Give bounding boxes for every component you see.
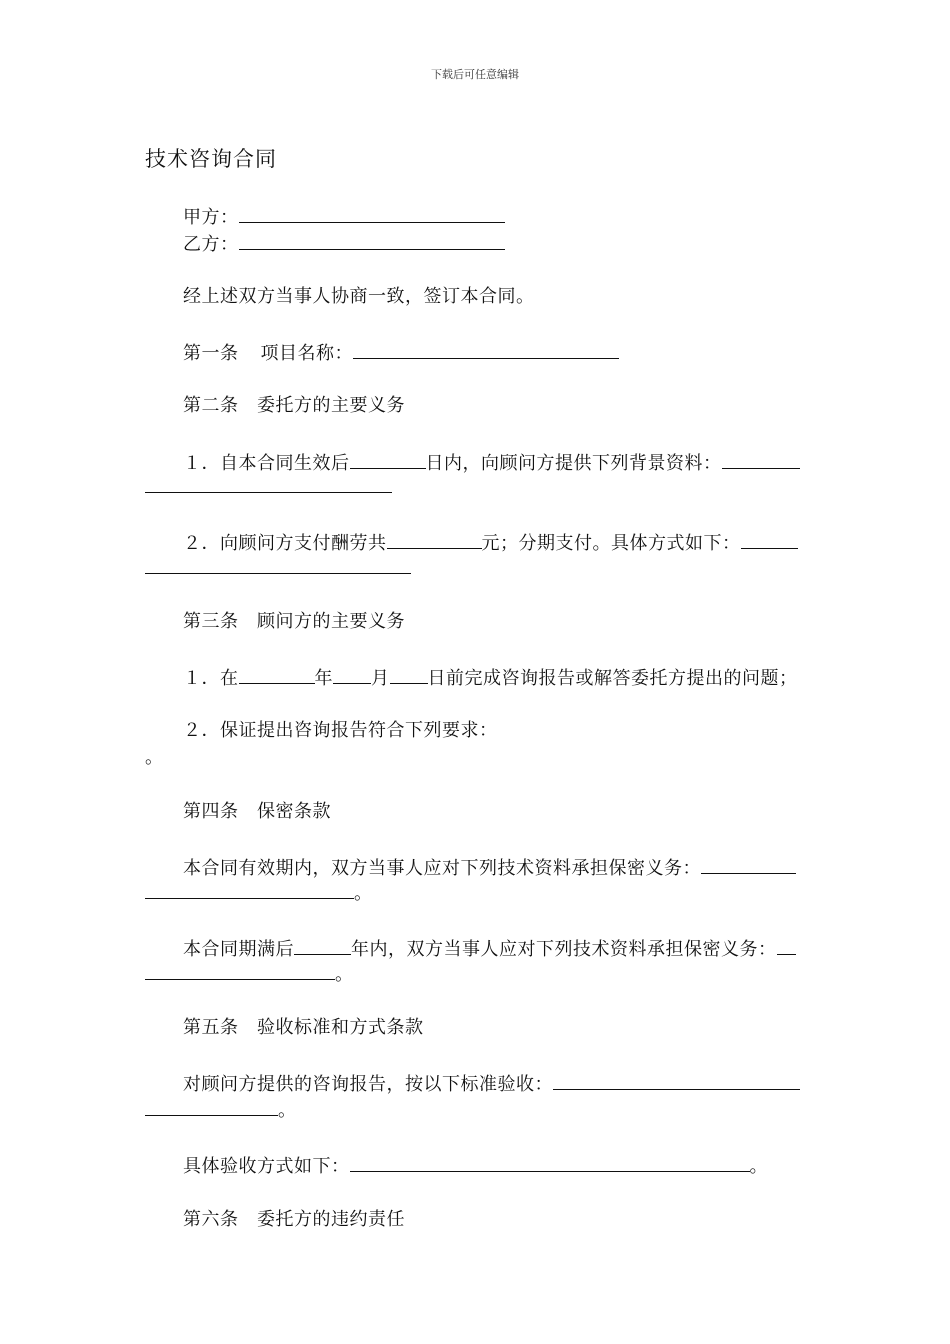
article-5-para-1 bbox=[183, 1071, 800, 1097]
party-a-label: 甲方： bbox=[183, 207, 239, 228]
article-3-heading: 第三条 顾问方的主要义务 bbox=[183, 611, 405, 632]
continuation-line bbox=[145, 1097, 297, 1123]
acceptance-standard-blank bbox=[553, 1071, 800, 1090]
page-header: 下载后可任意编辑 bbox=[431, 68, 519, 81]
acceptance-standard-blank-cont bbox=[145, 1097, 278, 1116]
article-4-heading: 第四条 保密条款 bbox=[183, 801, 331, 822]
clause-text: 月 bbox=[371, 668, 390, 689]
period: 。 bbox=[145, 747, 164, 768]
clause-text: １．在 bbox=[183, 668, 239, 689]
intro-text: 经上述双方当事人协商一致，签订本合同。 bbox=[183, 286, 535, 307]
materials-blank bbox=[722, 450, 800, 469]
continuation-line bbox=[145, 474, 392, 500]
article-3-item-2: ２．保证提出咨询报告符合下列要求： bbox=[183, 720, 498, 741]
days-blank bbox=[350, 450, 426, 469]
clause-text: 年 bbox=[314, 668, 333, 689]
month-blank bbox=[333, 665, 371, 684]
period: 。 bbox=[278, 1100, 297, 1121]
acceptance-method-blank bbox=[350, 1153, 750, 1172]
method-blank bbox=[741, 530, 798, 549]
day-blank bbox=[390, 665, 428, 684]
article-1 bbox=[183, 340, 619, 366]
document-title: 技术咨询合同 bbox=[145, 147, 277, 171]
clause-text: 本合同有效期内，双方当事人应对下列技术资料承担保密义务： bbox=[183, 858, 701, 879]
clause-text: １．自本合同生效后 bbox=[183, 453, 350, 474]
payment-blank bbox=[387, 530, 482, 549]
confidential-blank-2 bbox=[777, 936, 796, 955]
party-a-line bbox=[183, 204, 505, 230]
clause-text: 对顾问方提供的咨询报告，按以下标准验收： bbox=[183, 1074, 553, 1095]
period: 。 bbox=[749, 1156, 768, 1177]
article-1-heading: 第一条 bbox=[183, 343, 239, 364]
article-6-heading: 第六条 委托方的违约责任 bbox=[183, 1209, 405, 1230]
clause-text: 本合同期满后 bbox=[183, 939, 294, 960]
project-name-label: 项目名称： bbox=[260, 343, 353, 364]
period: 。 bbox=[335, 964, 354, 985]
materials-blank-cont bbox=[145, 474, 392, 493]
years-blank bbox=[294, 936, 351, 955]
continuation-line bbox=[145, 555, 411, 581]
clause-text: 元；分期支付。具体方式如下： bbox=[481, 533, 741, 554]
clause-text: ２．向顾问方支付酬劳共 bbox=[183, 533, 387, 554]
article-2-heading: 第二条 委托方的主要义务 bbox=[183, 395, 405, 416]
year-blank bbox=[239, 665, 315, 684]
article-5-heading: 第五条 验收标准和方式条款 bbox=[183, 1017, 424, 1038]
method-blank-cont bbox=[145, 555, 411, 574]
article-3-item-1 bbox=[183, 665, 798, 691]
period: 。 bbox=[354, 883, 373, 904]
clause-text: 年内，双方当事人应对下列技术资料承担保密义务： bbox=[351, 939, 777, 960]
article-4-para-1 bbox=[183, 855, 796, 881]
confidential-blank-cont bbox=[145, 880, 354, 899]
party-b-line bbox=[183, 231, 505, 257]
party-b-blank bbox=[239, 231, 505, 250]
continuation-line bbox=[145, 880, 373, 906]
article-5-para-2 bbox=[183, 1153, 768, 1179]
article-2-item-1 bbox=[183, 450, 800, 476]
clause-text: 日前完成咨询报告或解答委托方提出的问题； bbox=[427, 668, 798, 689]
article-2-item-2 bbox=[183, 530, 798, 556]
article-4-para-2 bbox=[183, 936, 796, 962]
clause-text: 具体验收方式如下： bbox=[183, 1156, 350, 1177]
party-a-blank bbox=[239, 204, 505, 223]
confidential-blank-2-cont bbox=[145, 961, 335, 980]
confidential-blank bbox=[701, 855, 796, 874]
party-b-label: 乙方： bbox=[183, 234, 239, 255]
clause-text: 日内，向顾问方提供下列背景资料： bbox=[425, 453, 722, 474]
continuation-line bbox=[145, 961, 354, 987]
project-name-blank bbox=[353, 340, 619, 359]
